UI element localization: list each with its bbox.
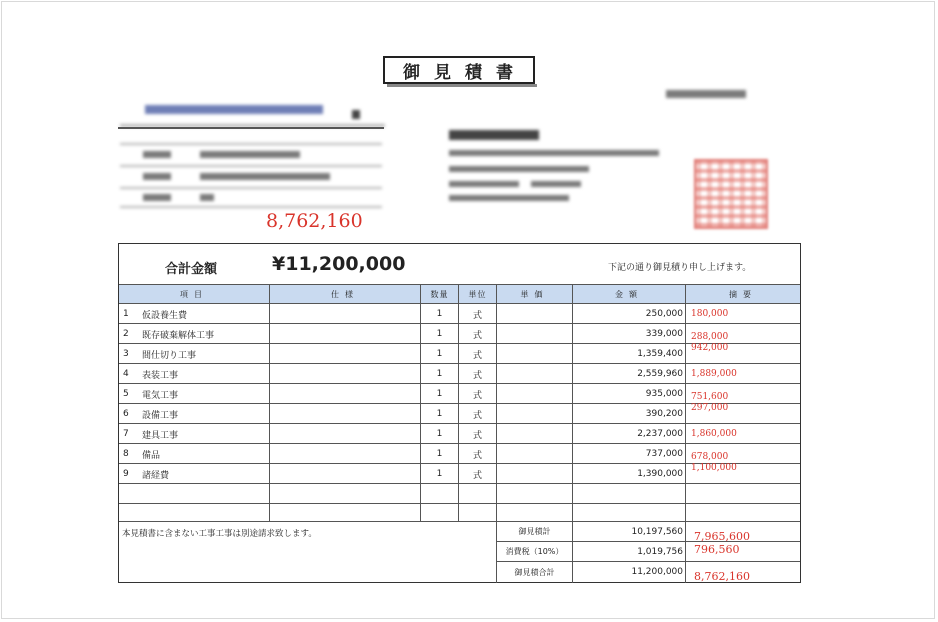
item-name: 備品 [142,450,161,461]
item-unit: 式 [472,430,482,441]
item-qty: 1 [436,369,443,379]
summary-label-tax: 消費税（10%） [505,547,564,556]
item-no: 4 [123,369,129,379]
summary-label-subtotal: 御見積計 [518,527,551,536]
item-name: 既存破棄解体工事 [142,330,215,341]
summary-note-tax: 796,560 [694,543,740,556]
item-amount: 935,000 [645,389,683,399]
item-unit: 式 [472,470,482,481]
item-name: 設備工事 [142,410,179,421]
item-qty: 1 [436,429,443,439]
header-qty: 数量 [430,289,449,299]
item-no: 9 [123,469,129,479]
item-note: 297,000 [691,403,729,413]
item-amount: 1,359,400 [637,349,683,359]
item-qty: 1 [436,409,443,419]
item-no: 1 [123,309,129,319]
item-name: 電気工事 [142,390,179,401]
item-note: 1,860,000 [691,429,737,439]
item-note: 1,889,000 [691,369,737,379]
header-unit-price: 単価 [520,289,549,299]
greeting-text: 下記の通り御見積り申し上げます。 [608,263,752,273]
document-title: 御見積書 [383,56,535,84]
header-note: 摘要 [729,289,757,299]
item-qty: 1 [436,329,443,339]
item-name: 諸経費 [142,470,170,481]
item-note: 1,100,000 [691,463,737,473]
item-note: 288,000 [691,332,729,342]
item-name: 建具工事 [142,430,179,441]
header-amount: 金額 [615,289,643,299]
item-amount: 2,559,960 [637,369,683,379]
item-amount: 2,237,000 [637,429,683,439]
header-top-line [119,284,800,285]
header-unit: 単位 [468,289,487,299]
item-no: 2 [123,329,129,339]
item-unit: 式 [472,410,482,421]
item-qty: 1 [436,349,443,359]
item-amount: 737,000 [645,449,683,459]
item-qty: 1 [436,469,443,479]
summary-value-tax: 1,019,756 [637,546,683,557]
item-amount: 339,000 [645,329,683,339]
item-name: 表装工事 [142,370,179,381]
summary-note-subtotal: 7,965,600 [694,530,750,543]
header-spec: 仕様 [331,289,359,299]
item-unit: 式 [472,350,482,361]
summary-note-total: 8,762,160 [694,570,750,583]
row-line [119,503,800,504]
company-seal [694,159,768,229]
remarks-text: 本見積書に含まない工事工事は別途請求致します。 [122,529,317,539]
header-item: 項目 [180,289,208,299]
item-no: 5 [123,389,129,399]
item-name: 間仕切り工事 [142,350,197,361]
item-note: 678,000 [691,452,729,462]
item-no: 6 [123,409,129,419]
item-unit: 式 [472,330,482,341]
summary-value-total: 11,200,000 [631,567,683,577]
item-no: 3 [123,349,129,359]
item-note: 942,000 [691,343,729,353]
item-name: 仮設養生費 [142,310,188,321]
title-underline [387,84,537,87]
handwritten-total: 8,762,160 [266,210,363,232]
item-qty: 1 [436,309,443,319]
item-unit: 式 [472,370,482,381]
item-no: 8 [123,449,129,459]
summary-label-total: 御見積合計 [514,567,555,577]
summary-value-subtotal: 10,197,560 [631,526,683,537]
col-line [685,284,686,583]
item-unit: 式 [472,390,482,401]
item-no: 7 [123,429,129,439]
item-unit: 式 [472,310,482,321]
item-unit: 式 [472,450,482,461]
item-amount: 250,000 [645,309,683,319]
item-amount: 1,390,000 [637,469,683,479]
total-label: 合計金額 [165,262,218,277]
item-qty: 1 [436,389,443,399]
item-amount: 390,200 [645,409,683,419]
item-note: 751,600 [691,392,729,402]
item-qty: 1 [436,449,443,459]
item-note: 180,000 [691,309,729,319]
row-line [119,521,800,522]
total-amount: ¥11,200,000 [272,253,406,275]
client-underline [118,127,384,129]
